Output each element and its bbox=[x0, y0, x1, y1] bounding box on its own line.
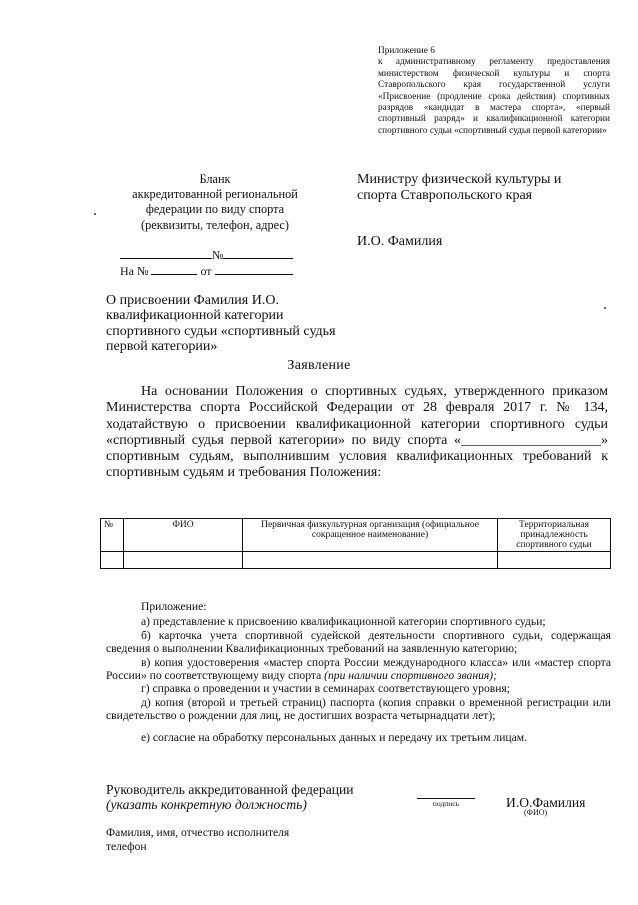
table-cell bbox=[101, 552, 124, 569]
scan-speck bbox=[94, 213, 96, 215]
signer-position: Руководитель аккредитованной федерации bbox=[106, 782, 354, 797]
table-header-row bbox=[101, 519, 611, 552]
attachments-label: Приложение: bbox=[141, 600, 207, 613]
attachment-item: д) копия (второй и третьей страниц) паспорта (копия справки о временной регистрации или свидетельство о рождении для лиц, не достигших возраста четырнадцати лет); bbox=[106, 695, 611, 723]
from-label: от bbox=[200, 264, 212, 278]
attachment-item bbox=[106, 656, 611, 683]
referees-table bbox=[100, 518, 611, 569]
performer-block bbox=[106, 826, 289, 854]
signer-position-note: (указать конкретную должность) bbox=[106, 797, 307, 812]
addressee bbox=[357, 172, 627, 203]
attachment-item: е) согласие на обработку персональных данных и передачу их третьим лицам. bbox=[141, 730, 528, 744]
table-row bbox=[101, 552, 611, 569]
signature-line: подпись bbox=[417, 798, 475, 808]
attachment-item: б) карточка учета спортивной судейской деятельности спортивного судьи, содержащая сведения о выполнении Квалификационных требований на заявленную категорию; bbox=[106, 628, 611, 656]
signer-name-caption: (ФИО) bbox=[524, 808, 548, 817]
attachment-item-text: в) копия удостоверения «мастер спорта России международного класса» или «мастер спорта России» по соответствующему виду спорта bbox=[106, 655, 611, 683]
document-heading: Заявление bbox=[287, 358, 351, 373]
attachments-list bbox=[106, 600, 611, 744]
table-cell bbox=[243, 552, 498, 569]
letterhead-block bbox=[105, 172, 325, 233]
table-cell bbox=[124, 552, 243, 569]
addressee-name: И.О. Фамилия bbox=[357, 234, 443, 249]
outgoing-date-blank bbox=[120, 247, 212, 259]
outgoing-number-line bbox=[120, 247, 310, 263]
outgoing-number-blank bbox=[223, 247, 293, 259]
reference-date-blank bbox=[215, 263, 293, 275]
statement-paragraph bbox=[106, 384, 608, 482]
appendix-title: Приложение 6 bbox=[378, 46, 435, 56]
col-header-organization: Первичная физкультурная организация (официальное сокращенное наименование) bbox=[243, 519, 498, 552]
sport-blank: ____________________ bbox=[461, 432, 601, 448]
appendix-text: к административному регламенту предоставления министерством физической культуры и спорта Ставропольского края государственной услуги «Присвоение (продление срока действия) спортивных разрядов «кандидат в мастера спорта», «первый спортивный разряд» и квалификационной категории спортивного судьи «спортивный судья первой категории» bbox=[378, 57, 610, 136]
performer-name: Фамилия, имя, отчество исполнителя bbox=[106, 827, 290, 839]
appendix-header bbox=[378, 46, 610, 137]
subject-line: О присвоении Фамилия И.О. квалификационной категории спортивного судьи «спортивный судья первой категории» bbox=[106, 293, 336, 354]
reference-number-line bbox=[120, 263, 310, 279]
addressee-line: спорта Ставропольского края bbox=[357, 187, 533, 203]
attachment-item: г) справка о проведении и участии в семинарах соответствующего уровня; bbox=[141, 682, 510, 696]
letterhead-line: федерации по виду спорта bbox=[145, 202, 285, 217]
number-sign: № bbox=[212, 248, 224, 262]
col-header-territory: Территориальная принадлежность спортивного судьи bbox=[498, 519, 611, 552]
attachment-item-note: (при наличии спортивного звания); bbox=[324, 669, 497, 683]
signer-name: И.О.Фамилия bbox=[506, 795, 586, 810]
letterhead-line: (реквизиты, телефон, адрес) bbox=[141, 217, 289, 232]
scan-speck bbox=[604, 307, 606, 309]
addressee-line: Министру физической культуры и bbox=[357, 172, 562, 187]
signer-block bbox=[106, 782, 354, 812]
letterhead-line: Бланк bbox=[199, 172, 231, 186]
reference-label: На № bbox=[120, 264, 149, 278]
attachment-item: а) представление к присвоению квалификационной категории спортивного судьи; bbox=[141, 615, 546, 629]
col-header-fio: ФИО bbox=[124, 519, 243, 552]
performer-phone: телефон bbox=[106, 841, 147, 853]
letterhead-line: аккредитованной региональной bbox=[132, 187, 298, 202]
reference-number-blank bbox=[151, 263, 197, 275]
col-header-number: № bbox=[101, 519, 124, 552]
table-cell bbox=[498, 552, 611, 569]
statement-part2: » спортивным судьям, выполнившим условия квалификационных требований к спортивным судьям и требования Положения: bbox=[106, 432, 608, 481]
statement-part1: На основании Положения о спортивных судьях, утвержденного приказом Министерства спорта Российской Федерации от 28 февраля 2017 г. № 134, ходатайствую о присвоении квалификационной категории спортивного судьи «спортивный судья первой категории» по виду спорта « bbox=[106, 384, 608, 448]
